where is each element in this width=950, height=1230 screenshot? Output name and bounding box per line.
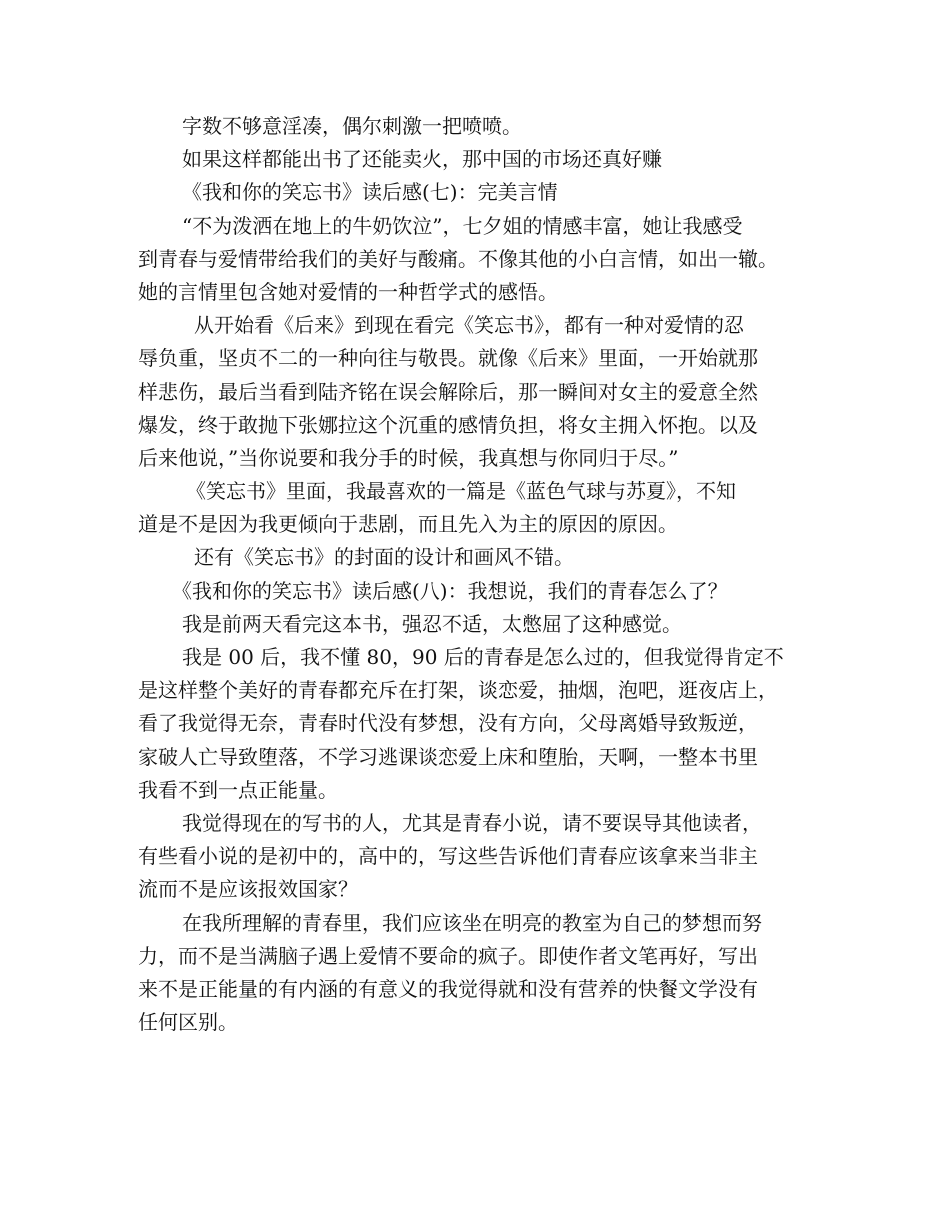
line-text: 家破人亡导致堕落，不学习逃课谈恋爱上床和堕胎，天啊，一整本书里 bbox=[138, 744, 758, 769]
section-heading bbox=[138, 176, 814, 209]
text-line bbox=[138, 376, 814, 409]
line-text: 有些看小说的是初中的，高中的，写这些告诉他们青春应该拿来当非主 bbox=[138, 844, 758, 869]
text-line bbox=[138, 309, 814, 342]
line-text: 爆发，终于敢抛下张娜拉这个沉重的感情负担，将女主拥入怀抱。以及 bbox=[138, 412, 758, 437]
text-line bbox=[138, 508, 814, 541]
text-line bbox=[138, 641, 814, 674]
line-text: 我是前两天看完这本书，强忍不适，太憋屈了这种感觉。 bbox=[182, 611, 682, 636]
text-line bbox=[138, 110, 814, 143]
line-text: 还有《笑忘书》的封面的设计和画风不错。 bbox=[194, 545, 574, 570]
text-line bbox=[138, 674, 814, 707]
text-line bbox=[138, 143, 814, 176]
line-text: “不为泼洒在地上的牛奶饮泣”，七夕姐的情感丰富，她让我感受 bbox=[182, 213, 743, 238]
line-text: 我看不到一点正能量。 bbox=[138, 777, 338, 802]
line-text: 流而不是应该报效国家？ bbox=[138, 877, 358, 902]
text-line bbox=[138, 608, 814, 641]
line-text: 《笑忘书》里面，我最喜欢的一篇是《蓝色气球与苏夏》，不知 bbox=[186, 479, 736, 504]
text-line bbox=[138, 840, 814, 873]
section-heading bbox=[138, 575, 814, 608]
text-line bbox=[138, 873, 814, 906]
line-text: 来不是正能量的有内涵的有意义的我觉得就和没有营养的快餐文学没有 bbox=[138, 976, 758, 1001]
line-text: 《我和你的笑忘书》读后感(八)：我想说，我们的青春怎么了？ bbox=[172, 578, 728, 603]
line-text: 辱负重，坚贞不二的一种向往与敬畏。就像《后来》里面，一开始就那 bbox=[138, 346, 758, 371]
text-line bbox=[138, 774, 814, 807]
text-line bbox=[138, 276, 814, 309]
text-line bbox=[138, 409, 814, 442]
text-line bbox=[138, 1006, 814, 1039]
text-line bbox=[138, 907, 814, 940]
text-line bbox=[138, 940, 814, 973]
line-text: 后来他说，”当你说要和我分手的时候，我真想与你同归于尽。” bbox=[138, 445, 679, 470]
line-text: 从开始看《后来》到现在看完《笑忘书》，都有一种对爱情的忍 bbox=[194, 313, 744, 338]
line-text: 我觉得现在的写书的人，尤其是青春小说，请不要误导其他读者， bbox=[182, 810, 762, 835]
line-text: 样悲伤，最后当看到陆齐铭在误会解除后，那一瞬间对女主的爱意全然 bbox=[138, 379, 758, 404]
line-text: 《我和你的笑忘书》读后感(七)：完美言情 bbox=[182, 180, 558, 205]
line-text: 看了我觉得无奈，青春时代没有梦想，没有方向，父母离婚导致叛逆， bbox=[138, 711, 758, 736]
line-text: 在我所理解的青春里，我们应该坐在明亮的教室为自己的梦想而努 bbox=[182, 910, 762, 935]
line-text: 是这样整个美好的青春都充斥在打架，谈恋爱，抽烟，泡吧，逛夜店上， bbox=[138, 678, 778, 703]
line-text: 如果这样都能出书了还能卖火，那中国的市场还真好赚 bbox=[182, 147, 662, 172]
line-text: 字数不够意淫凑，偶尔刺激一把喷喷。 bbox=[182, 114, 522, 138]
text-line bbox=[138, 475, 814, 508]
line-text: 力，而不是当满脑子遇上爱情不要命的疯子。即使作者文笔再好，写出 bbox=[138, 943, 758, 968]
document-page bbox=[138, 110, 814, 1039]
text-line bbox=[138, 973, 814, 1006]
line-text: 任何区别。 bbox=[138, 1010, 238, 1035]
line-text: 道是不是因为我更倾向于悲剧，而且先入为主的原因的原因。 bbox=[138, 512, 678, 537]
line-text: 到青春与爱情带给我们的美好与酸痛。不像其他的小白言情，如出一辙。 bbox=[138, 246, 778, 271]
line-text: 她的言情里包含她对爱情的一种哲学式的感悟。 bbox=[138, 279, 558, 304]
text-line bbox=[138, 210, 814, 243]
line-text: 我是 00 后，我不懂 80，90 后的青春是怎么过的，但我觉得肯定不 bbox=[182, 645, 784, 669]
text-line bbox=[138, 243, 814, 276]
text-line bbox=[138, 807, 814, 840]
text-line bbox=[138, 741, 814, 774]
text-line bbox=[138, 541, 814, 574]
text-line bbox=[138, 707, 814, 740]
text-line bbox=[138, 442, 814, 475]
text-line bbox=[138, 342, 814, 375]
